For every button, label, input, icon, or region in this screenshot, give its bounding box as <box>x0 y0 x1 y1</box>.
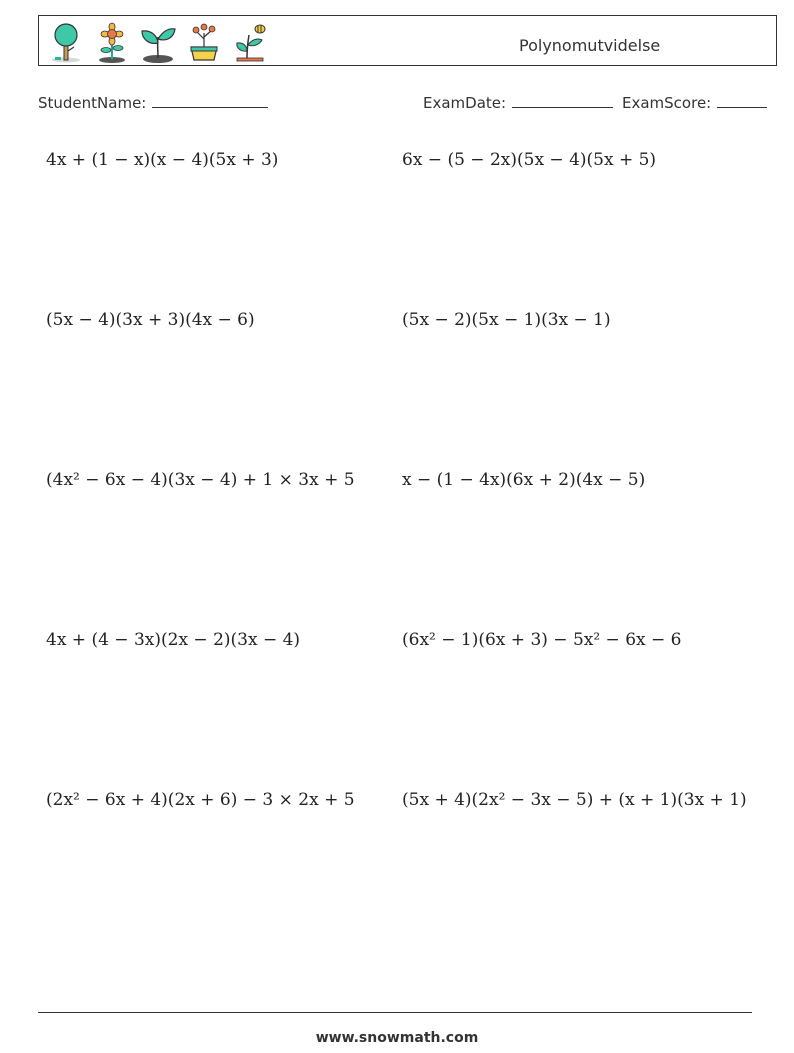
problem-7: 4x + (4 − 3x)(2x − 2)(3x − 4) <box>46 630 301 650</box>
sunflower-icon <box>93 21 131 63</box>
problem-9: (2x² − 6x + 4)(2x + 6) − 3 × 2x + 5 <box>46 790 355 810</box>
seedling-bee-icon <box>231 21 269 63</box>
page-title: Polynomutvidelse <box>519 36 661 55</box>
problem-8: (6x² − 1)(6x + 3) − 5x² − 6x − 6 <box>402 630 682 650</box>
problem-4: (5x − 2)(5x − 1)(3x − 1) <box>402 310 611 330</box>
problem-2: 6x − (5 − 2x)(5x − 4)(5x + 5) <box>402 150 657 170</box>
problem-5: (4x² − 6x − 4)(3x − 4) + 1 × 3x + 5 <box>46 470 355 490</box>
sprout-icon <box>139 21 177 63</box>
tree-icon <box>47 21 85 63</box>
footer-divider <box>38 1012 752 1013</box>
footer-website: www.snowmath.com <box>315 1030 479 1046</box>
exam-date-blank[interactable] <box>512 92 613 108</box>
exam-date-field <box>423 92 613 112</box>
exam-score-blank[interactable] <box>717 92 767 108</box>
problem-1: 4x + (1 − x)(x − 4)(5x + 3) <box>46 150 279 170</box>
problem-10: (5x + 4)(2x² − 3x − 5) + (x + 1)(3x + 1) <box>402 790 747 810</box>
problem-3: (5x − 4)(3x + 3)(4x − 6) <box>46 310 255 330</box>
icon-strip <box>47 21 269 63</box>
student-name-field <box>38 92 268 112</box>
exam-date-label: ExamDate: <box>423 94 507 112</box>
exam-score-label: ExamScore: <box>622 94 712 112</box>
student-name-label: StudentName: <box>38 94 147 112</box>
potted-plant-icon <box>185 21 223 63</box>
problem-6: x − (1 − 4x)(6x + 2)(4x − 5) <box>402 470 646 490</box>
student-name-blank[interactable] <box>152 92 268 108</box>
header-box <box>38 15 777 66</box>
exam-score-field <box>622 92 767 112</box>
